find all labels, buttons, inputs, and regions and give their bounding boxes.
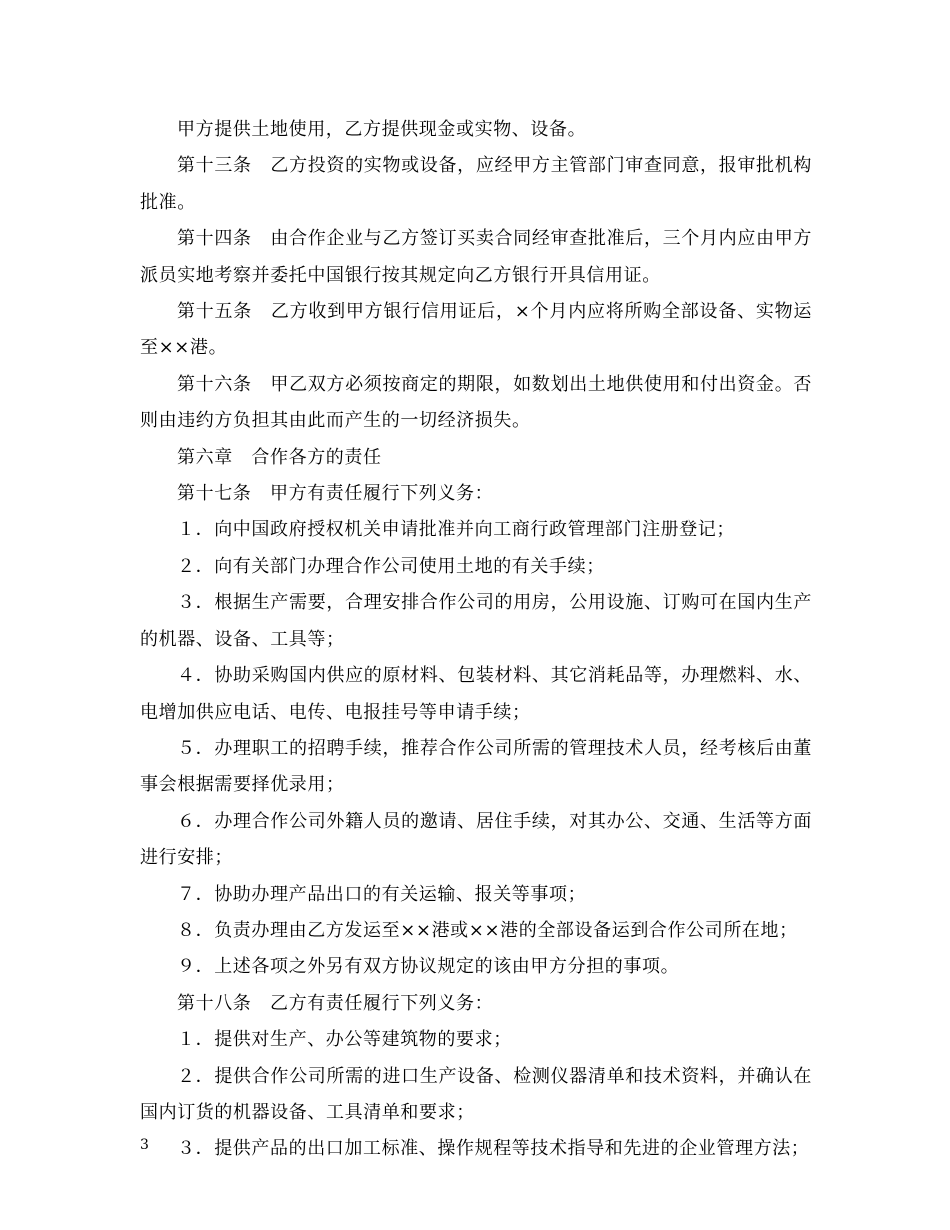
article-17: 第十七条 甲方有责任履行下列义务： [177,483,494,505]
list-item: ４．协助采购国内供应的原材料、包装材料、其它消耗品等，办理燃料、水、电增加供应电话、电传、电报挂号等申请手续； [140,665,812,723]
paragraph: 甲方提供土地使用，乙方提供现金或实物、设备。 [177,119,587,140]
list-item: ６．办理合作公司外籍人员的邀请、居住手续，对其办公、交通、生活等方面进行安排； [140,810,812,869]
article-18: 第十八条 乙方有责任履行下列义务： [177,992,494,1014]
article-15: 第十五条 乙方收到甲方银行信用证后，×个月内应将所购全部设备、实物运至××港。 [140,301,812,359]
list-item: ８．负责办理由乙方发运至××港或××港的全部设备运到合作公司所在地； [177,919,798,941]
list-item: ３．根据生产需要，合理安排合作公司的用房，公用设施、订购可在国内生产的机器、设备、工具等； [140,592,812,650]
list-item: ２．提供合作公司所需的进口生产设备、检测仪器清单和技术资料，并确认在国内订货的机器设备、工具清单和要求； [140,1065,812,1123]
list-item: ３．提供产品的出口加工标准、操作规程等技术指导和先进的企业管理方法； [177,1138,810,1160]
list-item: ５．办理职工的招聘手续，推荐合作公司所需的管理技术人员，经考核后由董事会根据需要择优录用； [140,737,812,796]
document-body [140,112,812,1168]
article-14: 第十四条 由合作企业与乙方签订买卖合同经审查批准后，三个月内应由甲方派员实地考察并委托中国银行按其规定向乙方银行开具信用证。 [140,228,812,286]
page-number: 3 [140,1137,149,1153]
article-13: 第十三条 乙方投资的实物或设备，应经甲方主管部门审查同意，报审批机构批准。 [140,155,812,213]
list-item: １．提供对生产、办公等建筑物的要求； [177,1029,512,1051]
list-item: ２．向有关部门办理合作公司使用土地的有关手续； [177,555,605,577]
list-item: １．向中国政府授权机关申请批准并向工商行政管理部门注册登记； [177,519,735,541]
chapter-6-heading: 第六章 合作各方的责任 [177,446,382,468]
list-item: ７．协助办理产品出口的有关运输、报关等事项； [177,883,587,905]
list-item: ９．上述各项之外另有双方协议规定的该由甲方分担的事项。 [177,956,680,978]
article-16: 第十六条 甲乙双方必须按商定的期限，如数划出土地供使用和付出资金。否则由违约方负担其由此而产生的一切经济损失。 [140,373,812,432]
